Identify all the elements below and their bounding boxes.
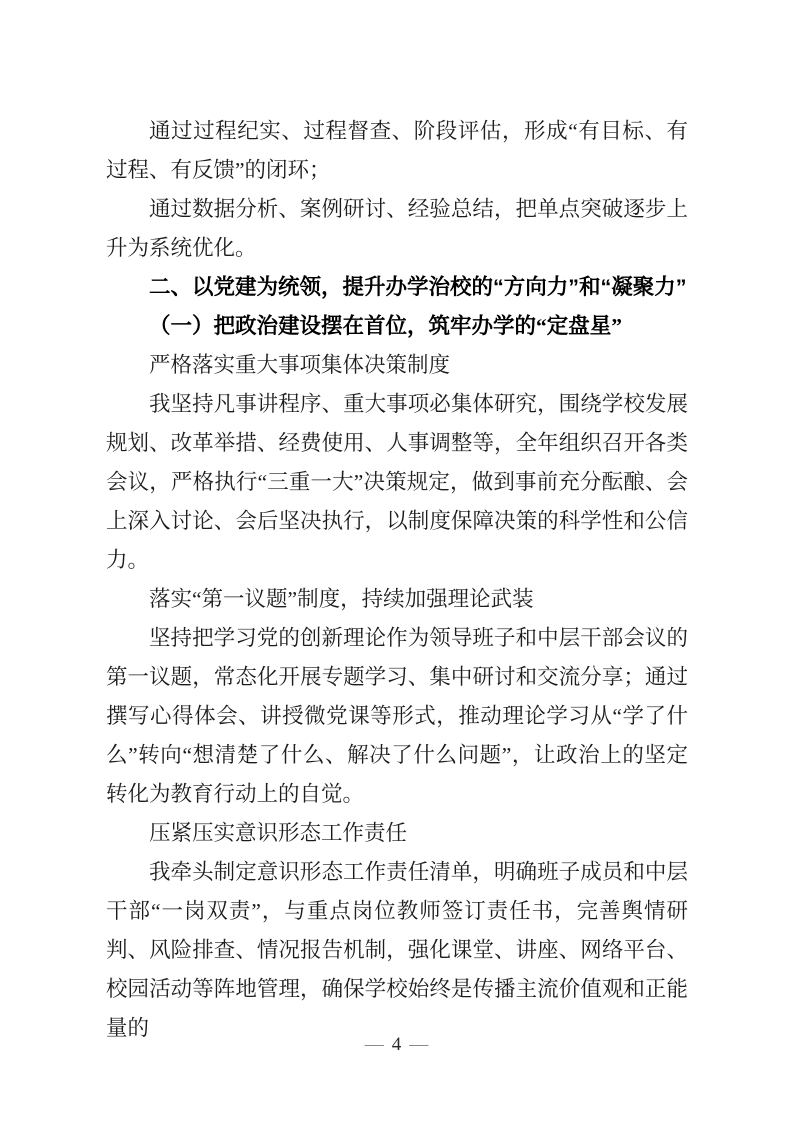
footer-dash-right: — [409,1034,429,1055]
body-paragraph: 坚持把学习党的创新理论作为领导班子和中层干部会议的第一议题，常态化开展专题学习、集中研讨和交流分享；通过撰写心得体会、讲授微党课等形式，推动理论学习从“学了什么”转向“想清楚了什么、解决了什么问题”，让政治上的坚定转化为教育行动上的自觉。 [106,626,688,806]
item-subheading: 落实“第一议题”制度，持续加强理论武装 [149,587,534,611]
page-number: 4 [391,1034,402,1055]
body-paragraph: 通过数据分析、案例研讨、经验总结，把单点突破逐步上升为系统优化。 [106,197,688,260]
body-paragraph: 我牵头制定意识形态工作责任清单，明确班子成员和中层干部“一岗双责”，与重点岗位教师签订责任书，完善舆情研判、风险排查、情况报告机制，强化课堂、讲座、网络平台、校园活动等阵地管理，确保学校始终是传播主流价值观和正能量的 [106,860,688,1040]
document-content [106,112,688,1048]
item-subheading: 压紧压实意识形态工作责任 [149,821,408,845]
subsection-heading: （一）把政治建设摆在首位，筑牢办学的“定盘星” [149,314,623,338]
body-paragraph: 通过过程纪实、过程督查、阶段评估，形成“有目标、有过程、有反馈”的闭环； [106,119,688,182]
page-footer [0,1030,793,1060]
body-paragraph: 我坚持凡事讲程序、重大事项必集体研究，围绕学校发展规划、改革举措、经费使用、人事调整等，全年组织召开各类会议，严格执行“三重一大”决策规定，做到事前充分酝酿、会上深入讨论、会后坚决执行，以制度保障决策的科学性和公信力。 [106,392,688,572]
item-subheading: 严格落实重大事项集体决策制度 [149,353,451,377]
section-heading: 二、以党建为统领，提升办学治校的“方向力”和“凝聚力” [149,275,687,299]
footer-dash-left: — [364,1034,384,1055]
